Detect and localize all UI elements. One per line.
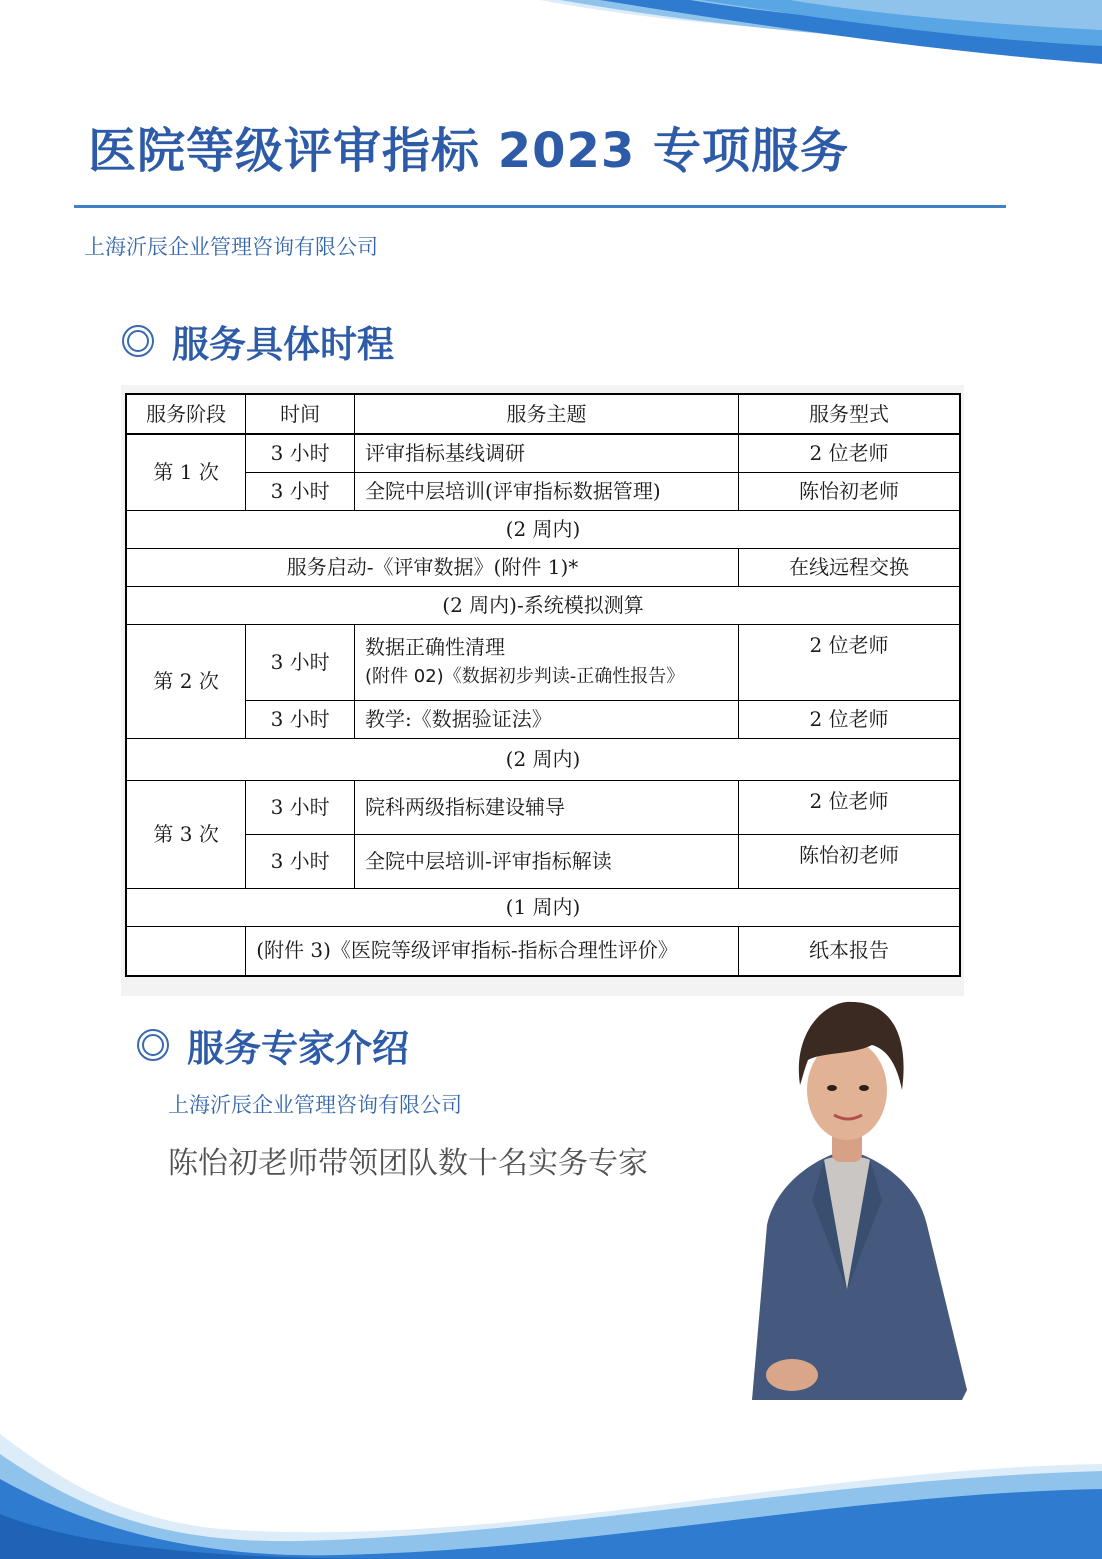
expert-company-name: 上海沂辰企业管理咨询有限公司 — [168, 1093, 462, 1117]
double-circle-icon — [122, 325, 154, 357]
gap-note: (1 周内) — [126, 888, 960, 926]
top-wave-decoration — [0, 0, 1102, 90]
table-gap-row — [126, 586, 960, 624]
row-topic: 院科两级指标建设辅导 — [355, 780, 739, 834]
row-topic-multiline — [355, 624, 739, 700]
double-circle-icon — [137, 1029, 169, 1061]
schedule-table-panel — [121, 385, 964, 996]
page-title: 医院等级评审指标 2023 专项服务 — [88, 123, 850, 179]
header-stage: 服务阶段 — [126, 394, 246, 434]
table-row — [126, 472, 960, 510]
table-row — [126, 434, 960, 472]
row-topic: 数据正确性清理 — [365, 635, 506, 660]
header-topic: 服务主题 — [355, 394, 739, 434]
kickoff-topic: 服务启动-《评审数据》(附件 1)* — [126, 548, 739, 586]
row-topic: 全院中层培训(评审指标数据管理) — [355, 472, 739, 510]
row-form: 2 位老师 — [739, 434, 960, 472]
row-form: 2 位老师 — [739, 780, 960, 834]
row-topic: 评审指标基线调研 — [355, 434, 739, 472]
section-expert-heading — [137, 1018, 409, 1072]
table-gap-row — [126, 510, 960, 548]
section-schedule-heading — [122, 314, 394, 368]
row-topic: 教学:《数据验证法》 — [355, 700, 739, 738]
table-gap-row — [126, 888, 960, 926]
row-time: 3 小时 — [246, 472, 355, 510]
gap-note: (2 周内)-系统模拟测算 — [126, 586, 960, 624]
section-expert-title: 服务专家介绍 — [187, 1027, 409, 1070]
row-form: 陈怡初老师 — [739, 834, 960, 888]
session-3-label: 第 3 次 — [126, 780, 246, 888]
final-form: 纸本报告 — [739, 926, 960, 976]
bottom-wave-decoration — [0, 1409, 1102, 1559]
schedule-table — [125, 393, 961, 977]
row-time: 3 小时 — [246, 780, 355, 834]
final-stage — [126, 926, 246, 976]
table-row — [126, 926, 960, 976]
row-form: 2 位老师 — [739, 700, 960, 738]
row-time: 3 小时 — [246, 624, 355, 700]
row-time: 3 小时 — [246, 700, 355, 738]
title-divider — [74, 205, 1006, 208]
row-time: 3 小时 — [246, 834, 355, 888]
section-schedule-title: 服务具体时程 — [172, 323, 394, 366]
final-topic: (附件 3)《医院等级评审指标-指标合理性评价》 — [246, 926, 739, 976]
header-time: 时间 — [246, 394, 355, 434]
gap-note: (2 周内) — [126, 510, 960, 548]
session-2-label: 第 2 次 — [126, 624, 246, 738]
table-header-row — [126, 394, 960, 434]
table-row — [126, 780, 960, 834]
expert-description: 陈怡初老师带领团队数十名实务专家 — [168, 1146, 648, 1181]
table-gap-row — [126, 738, 960, 780]
row-topic-attachment: (附件 02)《数据初步判读-正确性报告》 — [365, 666, 685, 688]
table-row — [126, 834, 960, 888]
company-name: 上海沂辰企业管理咨询有限公司 — [84, 235, 378, 259]
gap-note: (2 周内) — [126, 738, 960, 780]
header-form: 服务型式 — [739, 394, 960, 434]
table-row — [126, 548, 960, 586]
row-form: 2 位老师 — [739, 624, 960, 700]
table-row — [126, 624, 960, 700]
expert-portrait-image — [712, 990, 982, 1400]
row-topic: 全院中层培训-评审指标解读 — [355, 834, 739, 888]
session-1-label: 第 1 次 — [126, 434, 246, 510]
row-time: 3 小时 — [246, 434, 355, 472]
table-row — [126, 700, 960, 738]
row-form: 陈怡初老师 — [739, 472, 960, 510]
kickoff-form: 在线远程交换 — [739, 548, 960, 586]
